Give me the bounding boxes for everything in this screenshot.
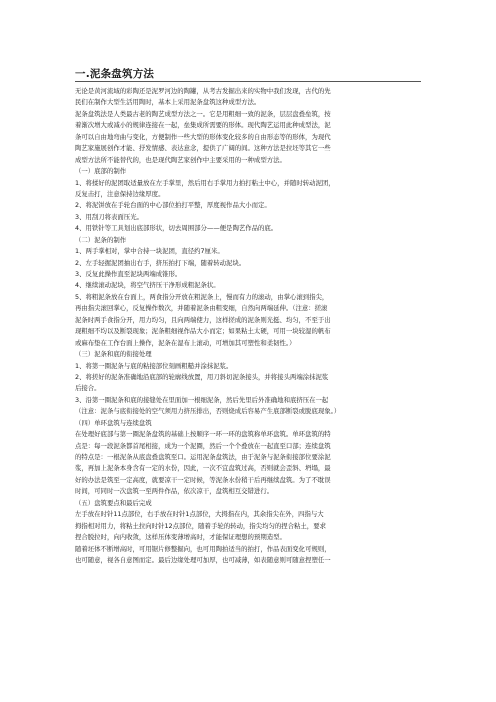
body-text-line: 4、继续滚动泥块，将空气挤压干净形成粗泥条状。 — [75, 281, 220, 290]
body-text-line: 3、反复此操作直至泥块两端成锥形。 — [75, 270, 182, 278]
body-text-line: 5、将粗泥条放在台面上，两食指分开放在粗泥条上，慢而有力的滚动，由掌心滚到指尖， — [75, 292, 329, 301]
body-text-line: 再由指尖滚回掌心，反复操作数次，并随着泥条由粗变细，自然向两端延伸。（注意：搓滚 — [75, 304, 328, 313]
body-text-line: 泥条时两手食指分开，用力均匀，且向两端使力，这样搓成的泥条则光挺、均匀，不至于出 — [75, 315, 331, 324]
body-text-line: 1、将揉好的泥团取适量放在左手掌里，然后用右手掌用力拍打粘土中心，并随时转动泥团， — [75, 178, 335, 187]
body-text-line: 在处理好底部与第一圈泥条盘筑的基础上按顺序一环一环的盘筑称单环盘筑。单环盘筑的特 — [75, 430, 331, 439]
body-text-line: 无论是黄河流域的彩陶还是泥罗河边的陶罐，从考古发掘出来的实物中我们发现，古代的先 — [75, 87, 331, 95]
body-text-line: 反复击打，注意保持边缘厚度。 — [75, 189, 165, 198]
body-text-line: （五）盘筑要点和最后完成 — [75, 498, 152, 507]
body-text-line: 4、用铁针等工具划出底部形状，切去周围部分——便是陶艺作品的底。 — [75, 224, 278, 233]
body-text-line: 陶艺家施展创作才能、抒发情感、表达意念，提供了广阔的间。这种方法是拉坯等其它一些 — [75, 144, 331, 153]
body-text-line: 2、将搓好的泥条准确地沿底部的轮廓线放置，用刀斜切泥条接头，并将接头两端涂抹泥浆 — [75, 372, 329, 381]
body-text-line: 捏合脱拉时，向内收敛，这样压体变薄增高时，才能保证理想的预期造型。 — [75, 533, 286, 542]
body-text-line: 民们在制作大型生活用陶时，基本上采用泥条盘筑这种成型方法。 — [75, 98, 261, 107]
body-text-line: （二）泥条的制作 — [75, 235, 127, 244]
body-text-line: （三）泥条和底的衔接处理 — [75, 350, 152, 359]
body-text-line: （一）底部的制作 — [75, 167, 127, 176]
body-text-line: 1、将第一圈泥条与底的粘接部位刻画粗糙并涂抹泥浆。 — [75, 361, 233, 370]
body-text-line: 成型方法所不能替代的，也是现代陶艺家创作中主要采用的一种成型方法。 — [75, 155, 286, 164]
document-body — [75, 86, 421, 566]
body-text-line: 2、将泥饼放在手轮台面的中心部位拍打平整，厚度视作品大小而定。 — [75, 201, 271, 210]
body-text-line: 现粗细不均以及断裂现象；泥条粗细视作品大小而定；如果粘土太硬，可用一块较湿的帆布 — [75, 327, 331, 336]
body-text-line: 拇指相对用力，将粘土拉向时针12点部位，随着手轮的转动，指尖均匀的捏合粘土，要求 — [75, 521, 326, 530]
body-text-line: 好的办法是筑至一定高度，就要凉干一定时候，等泥条水份稍干后再继续盘筑。为了不耽误 — [75, 475, 331, 484]
body-text-line: 1、两手掌相对，掌中合持一块泥团，直径约7厘米。 — [75, 247, 224, 256]
body-text-line: 点是：每一段泥条都首尾相接，成为一个泥圈，然后一个个叠放在一起直至口部；连续盘筑 — [75, 441, 331, 450]
body-text-line: 3、沿第一圈泥条和底的接缝处在里面加一根细泥条，然后先里后外准确地和底挤压在一起 — [75, 395, 329, 404]
body-text-line: （四）单环盘筑与连续盘筑 — [75, 418, 152, 427]
body-text-line: 的特点是：一根泥条从底盘叠盘筑至口。运用泥条盘筑法，由于泥条与泥条衔接部位要涂泥 — [75, 453, 331, 461]
body-text-line: 条可以自由地弯曲与变化，方便制作一些大型的形体变化较多的自由形态等的形体，为现代 — [75, 132, 331, 141]
body-text-line: 着渐次增大或减小的规律连接在一起，垒集成所需要的形体。现代陶艺运用此种成型法，泥 — [75, 121, 331, 130]
body-text-line: 左手放在时针11点部位，右手放在时针1点部位，大拇指在内，其余指尖在外，四指与大 — [75, 510, 324, 519]
body-text-line: 2、左手轻握泥团抽出右手，挤压拍打下端，随着转动泥块。 — [75, 258, 246, 267]
body-text-line: 也可随意，视各自意图而定。最后边缘处理可加厚，也可减薄，如表随意则可随意捏塑任一 — [75, 555, 331, 564]
title-underline — [75, 81, 421, 82]
body-text-line: 3、用刮刀将表面压光。 — [75, 212, 143, 221]
body-text-line: （注意：泥条与底衔接处的空气须用力挤压排出，否则烧成后容易产生底部断裂或脱底现象。） — [75, 407, 341, 416]
body-text-line: 泥条盘筑法是人类最古老的陶艺成型方法之一。它是用粗细一致的泥条，层层盘叠垒筑，按 — [75, 109, 331, 118]
body-text-line: 或麻布垫在工作台面上操作，泥条在湿布上滚动，可增加其可塑性和柔韧性。） — [75, 338, 296, 347]
body-text-line: 浆，再加上泥条本身含有一定的水份，因此，一次不宜盘筑过高，否则就会歪斜、坍塌，最 — [75, 464, 331, 473]
body-text-line: 随着坯体不断增高时，可用锯片修整掘向，也可用陶拍适当的拍打，作品表面变化可规则， — [75, 544, 331, 553]
body-text-line: 后接合。 — [75, 384, 101, 393]
body-text-line: 时间，可同时一次盘筑一至两件作品，依次凉干，盘筑相互交错进行。 — [75, 487, 274, 496]
page-title: 一.泥条盘筑方法 — [75, 68, 155, 80]
